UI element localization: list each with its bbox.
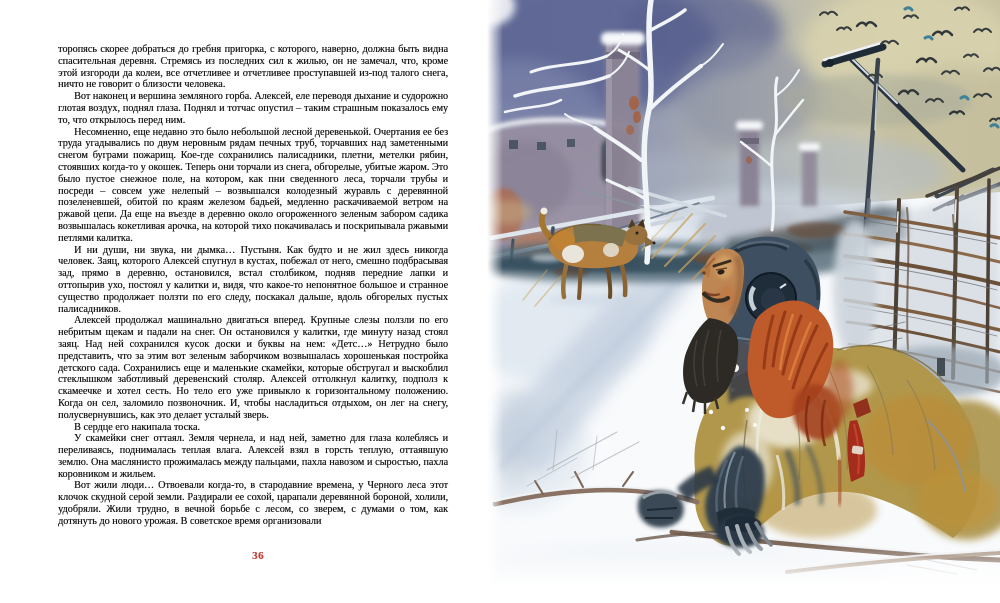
window-hole: [537, 142, 546, 150]
paragraph: И ни души, ни звука, ни дымка… Пустыня. Как будто и не жил здесь никогда человек. Заяц, которого Алексей спугнул в кустах, побежал от него, смешно подбрасывая зад, прямо в деревню, остановился, встал столбиком, подняв передние лапки и оттопырив ухо, постоял у калитки и, видя, что какое-то непонятное большое и странное существо продолжает ползти по его следу, поскакал дальше, вдоль обгорелых пустых палисадников.: [58, 244, 448, 315]
page-number: 36: [252, 550, 264, 562]
snowflake-dot: [709, 410, 713, 414]
chimney: [802, 149, 817, 206]
snowflake-dot: [721, 426, 725, 430]
paragraph: В сердце его накипала тоска.: [74, 421, 200, 433]
left-page: [0, 0, 487, 603]
bottom-fade: [487, 545, 1000, 603]
window-hole: [509, 140, 518, 149]
paragraph: торопясь скорее добраться до гребня пригорка, с которого, наверно, должна быть видна спасительная деревня. Стремясь из последних сил к жилью, он не замечал, что, кроме этой изгороди да колеи, все отчетливее и отчетливее проступавшей из-под талого снега, ничто не говорит о близости человека.: [58, 44, 448, 91]
text-block: [58, 44, 448, 528]
snow-cap: [799, 143, 820, 151]
paragraph: Алексей продолжал машинально двигаться вперед. Крупные слезы ползли по его небритым щекам и падали на снег. Он остановился у калитки, где минуту назад стоял заяц. Над ней сохранился кусок доски и буквы на нем: «Детс…» Нетрудно было представить, что за этим вот зеленым заборчиком возвышалась хорошенькая постройка детского сада. Сохранились еще и маленькие скамейки, которые обстругал и выскоблил стеклышком заботливый деревенский столяр. Алексей оттолкнул калитку, подполз к скамеечке и хотел сесть. Но тело его уже привыкло к горизонтальному положению. Когда он сел, заломило позвоночник. И, чтобы насладиться отдыхом, он лег на снегу, полусвернувшись, как это делает усталый зверь.: [58, 315, 448, 421]
paragraph: Вот жили люди… Отвоевали когда-то, в стародавние времена, у Черного леса этот клочок скудной серой земли. Раздирали ее сохой, царапали деревянной бороной, холили, удобряли. Жили трудно, в вечной борьбе с лесом, со зверем, с думами о том, как дотянуть до нового урожая. В советское время организовали: [58, 480, 448, 527]
fence-stake: [987, 180, 989, 382]
stake-stub: [937, 358, 945, 376]
snow-cap: [736, 121, 763, 130]
dog-leg: [579, 265, 581, 298]
right-page: [487, 0, 1000, 603]
left-edge-fade: [487, 0, 503, 603]
paragraph: Вот наконец и вершина земляного горба. Алексей, еле переводя дыхание и судорожно глотая воздух, поднял глаза. Поднял и тотчас опустил – таким страшным показалось ему то, что открылось перед ним.: [58, 91, 448, 126]
dog-eye: [636, 232, 639, 235]
window-hole: [567, 139, 575, 147]
rust-streak: [839, 458, 841, 505]
paragraph: У скамейки снег оттаял. Земля чернела, и над ней, заметно для глаза колеблясь и переливаясь, поднималась теплая влага. Алексей взял в горсть теплую, оттаявшую землю. Она маслянисто прожималась между пальцами, пахла навозом и сыростью, пахла коровником и жильем.: [58, 433, 448, 480]
snowflake-dot: [745, 408, 749, 412]
snowflake-dot: [753, 423, 757, 427]
watercolor-illustration: [487, 0, 1000, 603]
paragraph: Несомненно, еще недавно это было небольшой лесной деревенькой. Очертания ее без труда угадывались по двум неровным рядам печных труб, торчавших над заметенными снегом буграми пожарищ. Кое-где сохранились палисадники, плетни, метелки рябин, стоявших когда-то у окошек. Теперь они торчали из снега, обгорелые, убитые жаром. Это было пустое снежное поле, на котором, как пни сведенного леса, торчали трубы и посреди – совсем уже нелепый – возвышался колодезный журавль с деревянной позеленевшей, обитой по краям железом бадьей, медленно раскачиваемой ветром на ржавой цепи. Да еще на въезде в деревню около огороженного зеленым забором садика возвышалась кокетливая арочка, на которой тихо покачивалась и поскрипывала ржавыми петлями калитка.: [58, 126, 449, 244]
